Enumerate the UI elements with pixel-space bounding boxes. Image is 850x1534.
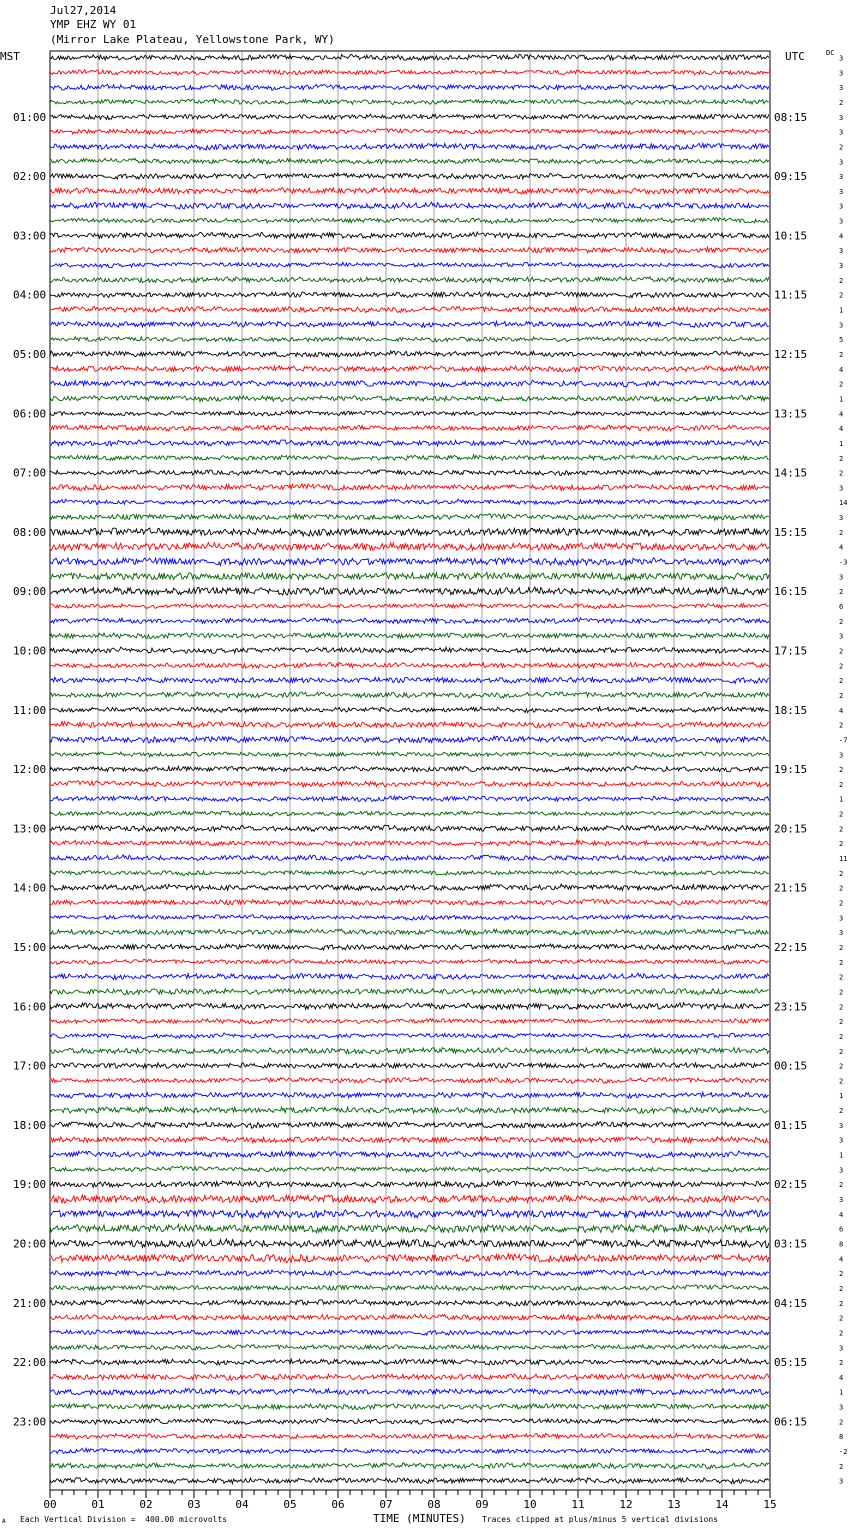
right-hour-label: 11:15: [774, 288, 808, 302]
dc-offset-label: 6: [839, 603, 844, 611]
dc-offset-label: 2: [839, 766, 844, 775]
station-name: YMP EHZ WY 01: [50, 18, 137, 31]
trace-line: [50, 1418, 769, 1424]
right-hour-label: 22:15: [774, 941, 808, 954]
trace-line: [50, 944, 769, 950]
trace-line: [50, 543, 769, 551]
dc-offset-label: 3: [839, 128, 844, 137]
left-hour-label: 11:00: [13, 703, 47, 717]
left-hour-label: 06:00: [13, 407, 47, 421]
trace-line: [50, 587, 769, 595]
x-tick-label: 04: [235, 1498, 249, 1511]
trace-line: [50, 411, 769, 416]
trace-line: [50, 618, 769, 624]
trace-line: [50, 129, 769, 135]
trace-line: [50, 1181, 769, 1187]
trace-line: [50, 337, 769, 342]
dc-offset-label: 2: [839, 1314, 844, 1323]
left-hour-label: 04:00: [13, 288, 47, 302]
trace-line: [50, 202, 769, 209]
trace-line: [50, 470, 769, 476]
left-timezone-label: MST: [0, 50, 20, 63]
dc-offset-label: 1: [839, 1388, 844, 1397]
trace-line: [50, 1448, 769, 1453]
x-tick-label: 12: [619, 1498, 633, 1511]
trace-line: [50, 1254, 769, 1263]
dc-offset-label: 1: [839, 1092, 844, 1101]
trace-line: [50, 70, 769, 75]
trace-line: [50, 247, 769, 253]
left-hour-label: 15:00: [13, 941, 47, 954]
trace-line: [50, 484, 769, 491]
left-hour-label: 05:00: [13, 348, 47, 361]
trace-line: [50, 1478, 769, 1484]
x-tick-label: 06: [331, 1498, 345, 1511]
trace-line: [50, 262, 769, 268]
left-hour-label: 14:00: [13, 881, 47, 895]
dc-offset-label: 4: [839, 365, 844, 374]
dc-offset-label: 2: [839, 454, 844, 463]
trace-line: [50, 840, 769, 846]
trace-line: [50, 855, 769, 861]
right-hour-label: 09:15: [774, 170, 808, 184]
dc-offset-label: 3: [839, 113, 844, 122]
trace-line: [50, 736, 769, 743]
dc-offset-label: 3: [839, 514, 844, 523]
dc-offset-label: 8: [839, 1240, 844, 1249]
trace-line: [50, 1330, 769, 1336]
dc-offset-label: 2: [839, 1003, 844, 1012]
dc-offset-label: 4: [839, 1373, 844, 1382]
dc-offset-label: 2: [839, 662, 844, 671]
dc-offset-label: 2: [839, 351, 844, 359]
trace-line: [50, 1433, 769, 1439]
right-hour-label: 08:15: [774, 110, 808, 124]
trace-line: [50, 292, 769, 298]
dc-offset-label: -2: [839, 1448, 848, 1456]
trace-line: [50, 633, 769, 639]
x-tick-label: 15: [763, 1498, 777, 1511]
right-hour-label: 19:15: [774, 763, 808, 777]
dc-offset-label: 2: [839, 380, 844, 389]
trace-line: [50, 677, 769, 683]
left-hour-label: 23:00: [13, 1415, 47, 1429]
dc-offset-label: 8: [839, 1433, 844, 1442]
right-hour-label: 14:15: [774, 466, 808, 480]
trace-line: [50, 1092, 769, 1098]
left-hour-label: 13:00: [13, 822, 47, 836]
right-hour-label: 16:15: [774, 585, 808, 599]
trace-line: [50, 989, 769, 995]
dc-offset-label: 3: [839, 321, 844, 330]
dc-offset-label: 3: [839, 573, 844, 582]
dc-offset-label: 1: [839, 439, 844, 448]
trace-line: [50, 1151, 769, 1158]
right-hour-label: 00:15: [774, 1059, 808, 1073]
x-tick-label: 01: [91, 1498, 105, 1511]
x-tick-label: 00: [43, 1498, 57, 1511]
dc-offset-label: 2: [839, 692, 844, 700]
right-hour-label: 12:15: [774, 348, 808, 361]
dc-offset-label: 3: [839, 247, 844, 256]
dc-offset-label: 2: [839, 588, 844, 597]
dc-offset-label: 2: [839, 677, 844, 686]
trace-line: [50, 366, 769, 372]
trace-line: [50, 959, 769, 964]
dc-offset-label: 3: [839, 217, 844, 226]
trace-line: [50, 1374, 769, 1380]
dc-offset-label: 3: [839, 202, 844, 211]
left-hour-label: 18:00: [13, 1118, 47, 1132]
dc-offset-label: 2: [839, 1077, 844, 1086]
dc-offset-label: 4: [839, 232, 844, 241]
left-hour-label: 09:00: [13, 585, 47, 599]
dc-offset-label: 3: [839, 69, 844, 78]
right-hour-label: 13:15: [774, 407, 808, 421]
x-tick-label: 05: [283, 1498, 297, 1511]
dc-offset-label: 2: [839, 1047, 844, 1056]
trace-line: [50, 707, 769, 713]
x-tick-label: 09: [475, 1498, 489, 1511]
dc-offset-label: 3: [839, 1121, 844, 1130]
trace-line: [50, 899, 769, 905]
dc-offset-label: 2: [839, 276, 844, 285]
trace-line: [50, 1285, 769, 1291]
trace-line: [50, 811, 769, 816]
dc-offset-label: 3: [839, 914, 844, 923]
trace-line: [50, 766, 769, 772]
trace-line: [50, 796, 769, 802]
dc-offset-label: 1: [839, 795, 844, 804]
left-hour-label: 07:00: [13, 466, 47, 480]
trace-line: [50, 915, 769, 920]
dc-offset-label: 2: [839, 1359, 844, 1368]
dc-offset-label: 1: [839, 1151, 844, 1160]
trace-line: [50, 1463, 769, 1469]
dc-offset-label: 14: [839, 499, 848, 508]
dc-offset-label: 2: [839, 1270, 844, 1279]
left-hour-label: 17:00: [13, 1059, 47, 1073]
trace-line: [50, 307, 769, 313]
trace-line: [50, 825, 769, 831]
trace-line: [50, 277, 769, 283]
trace-line: [50, 84, 769, 90]
trace-line: [50, 973, 769, 980]
dc-offset-label: 2: [839, 810, 844, 819]
dc-offset-label: 2: [839, 973, 844, 982]
trace-line: [50, 143, 769, 150]
trace-line: [50, 647, 769, 653]
dc-offset-label: 2: [839, 1018, 844, 1027]
trace-line: [50, 528, 769, 536]
right-hour-label: 17:15: [774, 644, 808, 658]
left-hour-label: 08:00: [13, 525, 47, 539]
chart-date: Jul27,2014: [50, 4, 117, 17]
trace-line: [50, 351, 769, 357]
left-hour-label: 12:00: [13, 763, 47, 777]
dc-offset-label: 3: [839, 1403, 844, 1412]
trace-line: [50, 188, 769, 195]
right-timezone-label: UTC: [785, 50, 805, 63]
trace-line: [50, 321, 769, 327]
trace-line: [50, 604, 769, 609]
dc-offset-label: 2: [839, 1181, 844, 1190]
dc-offset-label: 3: [839, 632, 844, 641]
left-hour-label: 03:00: [13, 229, 47, 243]
trace-line: [50, 114, 769, 119]
trace-line: [50, 1404, 769, 1410]
trace-line: [50, 425, 769, 431]
right-hour-label: 06:15: [774, 1415, 808, 1429]
trace-line: [50, 572, 769, 580]
station-location: (Mirror Lake Plateau, Yellowstone Park, WY): [50, 33, 335, 46]
trace-line: [50, 929, 769, 935]
dc-offset-label: 1: [839, 395, 844, 404]
left-hour-label: 02:00: [13, 170, 47, 184]
dc-offset-label: 3: [839, 1344, 844, 1353]
left-hour-label: 16:00: [13, 1000, 47, 1014]
trace-line: [50, 1166, 769, 1172]
trace-line: [50, 1033, 769, 1039]
dc-offset-label: 4: [839, 1210, 844, 1219]
dc-offset-label: 2: [839, 291, 844, 300]
dc-offset-label: 3: [839, 929, 844, 938]
trace-line: [50, 1300, 769, 1307]
dc-offset-label: 3: [839, 187, 844, 196]
trace-line: [50, 1195, 769, 1203]
left-hour-label: 22:00: [13, 1356, 47, 1370]
dc-offset-label: 2: [839, 617, 844, 626]
dc-offset-label: 2: [839, 721, 844, 730]
dc-offset-label: 2: [839, 988, 844, 997]
trace-line: [50, 1224, 769, 1232]
dc-offset-label: 3: [839, 751, 844, 760]
left-hour-label: 21:00: [13, 1296, 47, 1310]
dc-offset-label: 4: [839, 706, 844, 715]
trace-line: [50, 662, 769, 668]
trace-line: [50, 1239, 769, 1248]
trace-line: [50, 692, 769, 698]
scale-note: Each Vertical Division = 400.00 microvolts: [20, 1515, 228, 1524]
left-hour-label: 01:00: [13, 110, 47, 124]
dc-offset-label: 3: [839, 262, 844, 270]
trace-line: [50, 1122, 769, 1128]
dc-offset-label: 3: [839, 173, 844, 182]
dc-offset-label: 2: [839, 1107, 844, 1116]
dc-offset-label: -7: [839, 736, 848, 745]
left-hour-label: 19:00: [13, 1178, 47, 1192]
trace-line: [50, 1003, 769, 1010]
dc-offset-label: 2: [839, 884, 844, 893]
dc-offset-label: 2: [839, 1299, 844, 1308]
x-tick-label: 10: [523, 1498, 537, 1511]
trace-line: [50, 158, 769, 164]
trace-line: [50, 1078, 769, 1084]
dc-offset-label: 2: [839, 1285, 844, 1293]
dc-offset-label: 3: [839, 84, 844, 93]
trace-line: [50, 558, 769, 566]
trace-line: [50, 380, 769, 387]
trace-line: [50, 232, 769, 238]
x-tick-label: 03: [187, 1498, 201, 1511]
right-hour-label: 05:15: [774, 1356, 808, 1370]
right-hour-label: 20:15: [774, 822, 808, 836]
trace-line: [50, 1107, 769, 1114]
right-hour-label: 04:15: [774, 1296, 808, 1310]
dc-offset-label: 2: [839, 143, 844, 152]
trace-line: [50, 499, 769, 505]
dc-offset-label: 4: [839, 543, 844, 552]
dc-offset-label: 3: [839, 1136, 844, 1145]
dc-offset-label: 3: [839, 1166, 844, 1175]
dc-offset-label: 2: [839, 840, 844, 849]
trace-line: [50, 721, 769, 728]
right-hour-label: 10:15: [774, 229, 808, 243]
right-hour-label: 23:15: [774, 1000, 808, 1014]
x-tick-label: 02: [139, 1498, 153, 1511]
trace-line: [50, 1389, 769, 1395]
right-hour-label: 01:15: [774, 1118, 808, 1132]
x-tick-label: 07: [379, 1498, 393, 1511]
dc-offset-label: 3: [839, 54, 844, 63]
trace-line: [50, 1063, 769, 1069]
footer-mark: A: [2, 1518, 6, 1525]
dc-column-label: DC: [826, 49, 835, 57]
dc-offset-label: 2: [839, 1062, 844, 1071]
trace-line: [50, 1019, 769, 1024]
dc-offset-label: 2: [839, 944, 844, 952]
dc-offset-label: 4: [839, 425, 844, 434]
trace-line: [50, 99, 769, 105]
trace-line: [50, 1210, 769, 1218]
trace-line: [50, 440, 769, 446]
trace-line: [50, 396, 769, 402]
dc-offset-label: 3: [839, 158, 844, 167]
trace-line: [50, 514, 769, 521]
right-hour-label: 21:15: [774, 881, 808, 895]
trace-line: [50, 1048, 769, 1054]
right-hour-label: 03:15: [774, 1237, 808, 1251]
trace-line: [50, 1314, 769, 1320]
dc-offset-label: 2: [839, 899, 844, 908]
dc-offset-label: 1: [839, 306, 844, 315]
right-hour-label: 15:15: [774, 525, 808, 539]
trace-line: [50, 1270, 769, 1276]
dc-offset-label: 3: [839, 484, 844, 493]
trace-line: [50, 218, 769, 224]
dc-offset-label: 2: [839, 99, 844, 107]
left-hour-label: 10:00: [13, 644, 47, 658]
dc-offset-label: 2: [839, 780, 844, 789]
dc-offset-label: 2: [839, 958, 844, 967]
dc-offset-label: 2: [839, 528, 844, 537]
dc-offset-label: 5: [839, 336, 844, 345]
x-tick-label: 13: [667, 1498, 681, 1511]
right-hour-label: 02:15: [774, 1178, 808, 1192]
trace-line: [50, 455, 769, 461]
dc-offset-label: 4: [839, 410, 844, 419]
x-axis-title: TIME (MINUTES): [373, 1512, 466, 1525]
dc-offset-label: 6: [839, 1225, 844, 1234]
dc-offset-label: 2: [839, 825, 844, 834]
dc-offset-label: 2: [839, 647, 844, 656]
clip-note: Traces clipped at plus/minus 5 vertical divisions: [482, 1515, 719, 1524]
dc-offset-label: 2: [839, 1032, 844, 1041]
dc-offset-label: 2: [839, 469, 844, 478]
dc-offset-label: 4: [839, 1255, 844, 1264]
x-tick-label: 08: [427, 1498, 441, 1511]
trace-line: [50, 1359, 769, 1365]
right-hour-label: 18:15: [774, 703, 808, 717]
trace-line: [50, 1344, 769, 1350]
x-tick-label: 14: [715, 1498, 729, 1511]
dc-offset-label: 2: [839, 1462, 844, 1471]
dc-offset-label: 3: [839, 1196, 844, 1204]
trace-line: [50, 54, 769, 60]
dc-offset-label: 3: [839, 1477, 844, 1486]
trace-line: [50, 752, 769, 757]
dc-offset-label: 2: [839, 1418, 844, 1427]
trace-line: [50, 1137, 769, 1144]
trace-line: [50, 173, 769, 179]
dc-offset-label: 2: [839, 869, 844, 878]
left-hour-label: 20:00: [13, 1237, 47, 1251]
trace-line: [50, 884, 769, 891]
dc-offset-label: 11: [839, 855, 848, 863]
dc-offset-label: -3: [839, 558, 848, 567]
dc-offset-label: 2: [839, 1329, 844, 1338]
x-tick-label: 11: [571, 1498, 585, 1511]
trace-line: [50, 781, 769, 787]
trace-line: [50, 870, 769, 876]
